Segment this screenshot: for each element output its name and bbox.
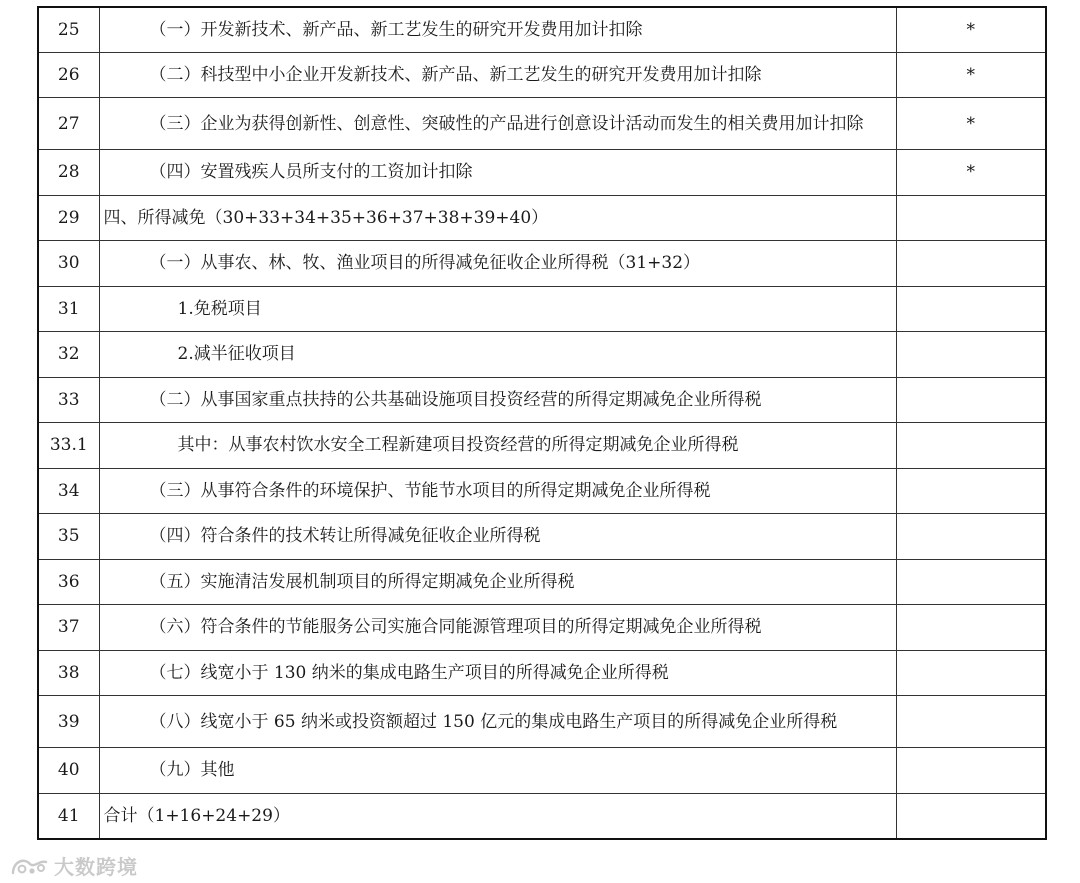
row-amount-cell bbox=[896, 650, 1046, 696]
watermark-text: 大数跨境 bbox=[54, 855, 138, 879]
row-label: （五）实施清洁发展机制项目的所得定期减免企业所得税 bbox=[99, 559, 896, 605]
table-row bbox=[38, 650, 1046, 696]
table-row bbox=[38, 332, 1046, 378]
row-amount-cell: * bbox=[896, 52, 1046, 98]
row-number: 37 bbox=[38, 605, 99, 651]
row-label: （三）企业为获得创新性、创意性、突破性的产品进行创意设计活动而发生的相关费用加计扣除 bbox=[99, 98, 896, 150]
row-number: 38 bbox=[38, 650, 99, 696]
row-number: 33.1 bbox=[38, 423, 99, 469]
row-label: （七）线宽小于 130 纳米的集成电路生产项目的所得减免企业所得税 bbox=[99, 650, 896, 696]
row-label: 合计（1+16+24+29） bbox=[99, 793, 896, 839]
row-amount-cell bbox=[896, 696, 1046, 748]
row-label: （九）其他 bbox=[99, 748, 896, 794]
row-label: （六）符合条件的节能服务公司实施合同能源管理项目的所得定期减免企业所得税 bbox=[99, 605, 896, 651]
row-number: 39 bbox=[38, 696, 99, 748]
table-row bbox=[38, 150, 1046, 196]
table-row bbox=[38, 7, 1046, 52]
row-number: 40 bbox=[38, 748, 99, 794]
tax-deduction-table bbox=[37, 6, 1047, 840]
table-body bbox=[38, 7, 1046, 839]
row-label: （三）从事符合条件的环境保护、节能节水项目的所得定期减免企业所得税 bbox=[99, 468, 896, 514]
table-row bbox=[38, 748, 1046, 794]
row-amount-cell: * bbox=[896, 150, 1046, 196]
table-row bbox=[38, 468, 1046, 514]
row-number: 35 bbox=[38, 514, 99, 560]
row-label: 1.免税项目 bbox=[99, 286, 896, 332]
brand-logo-icon bbox=[10, 854, 50, 878]
row-amount-cell: * bbox=[896, 98, 1046, 150]
table-row bbox=[38, 52, 1046, 98]
row-label: （四）安置残疾人员所支付的工资加计扣除 bbox=[99, 150, 896, 196]
row-label: （二）科技型中小企业开发新技术、新产品、新工艺发生的研究开发费用加计扣除 bbox=[99, 52, 896, 98]
table-row bbox=[38, 98, 1046, 150]
row-number: 41 bbox=[38, 793, 99, 839]
table-row bbox=[38, 241, 1046, 287]
table-row bbox=[38, 793, 1046, 839]
row-amount-cell bbox=[896, 793, 1046, 839]
row-amount-cell bbox=[896, 605, 1046, 651]
row-number: 25 bbox=[38, 7, 99, 52]
row-label: 四、所得减免（30+33+34+35+36+37+38+39+40） bbox=[99, 195, 896, 241]
row-amount-cell: * bbox=[896, 7, 1046, 52]
row-number: 29 bbox=[38, 195, 99, 241]
row-amount-cell bbox=[896, 195, 1046, 241]
row-amount-cell bbox=[896, 559, 1046, 605]
row-number: 33 bbox=[38, 377, 99, 423]
row-number: 27 bbox=[38, 98, 99, 150]
table-row bbox=[38, 286, 1046, 332]
table-row bbox=[38, 514, 1046, 560]
table-row bbox=[38, 696, 1046, 748]
row-number: 36 bbox=[38, 559, 99, 605]
row-amount-cell bbox=[896, 514, 1046, 560]
table-row bbox=[38, 605, 1046, 651]
row-amount-cell bbox=[896, 468, 1046, 514]
row-label: 2.减半征收项目 bbox=[99, 332, 896, 378]
row-label: （一）开发新技术、新产品、新工艺发生的研究开发费用加计扣除 bbox=[99, 7, 896, 52]
row-amount-cell bbox=[896, 377, 1046, 423]
table-row bbox=[38, 195, 1046, 241]
row-number: 34 bbox=[38, 468, 99, 514]
row-amount-cell bbox=[896, 423, 1046, 469]
row-label: （一）从事农、林、牧、渔业项目的所得减免征收企业所得税（31+32） bbox=[99, 241, 896, 287]
table-row bbox=[38, 559, 1046, 605]
row-amount-cell bbox=[896, 748, 1046, 794]
watermark bbox=[10, 851, 138, 880]
row-label: （八）线宽小于 65 纳米或投资额超过 150 亿元的集成电路生产项目的所得减免企业所得税 bbox=[99, 696, 896, 748]
row-label: 其中：从事农村饮水安全工程新建项目投资经营的所得定期减免企业所得税 bbox=[99, 423, 896, 469]
row-number: 32 bbox=[38, 332, 99, 378]
row-label: （二）从事国家重点扶持的公共基础设施项目投资经营的所得定期减免企业所得税 bbox=[99, 377, 896, 423]
row-number: 28 bbox=[38, 150, 99, 196]
row-number: 26 bbox=[38, 52, 99, 98]
row-amount-cell bbox=[896, 332, 1046, 378]
row-number: 30 bbox=[38, 241, 99, 287]
row-label: （四）符合条件的技术转让所得减免征收企业所得税 bbox=[99, 514, 896, 560]
row-number: 31 bbox=[38, 286, 99, 332]
table-row bbox=[38, 423, 1046, 469]
row-amount-cell bbox=[896, 241, 1046, 287]
table-row bbox=[38, 377, 1046, 423]
row-amount-cell bbox=[896, 286, 1046, 332]
